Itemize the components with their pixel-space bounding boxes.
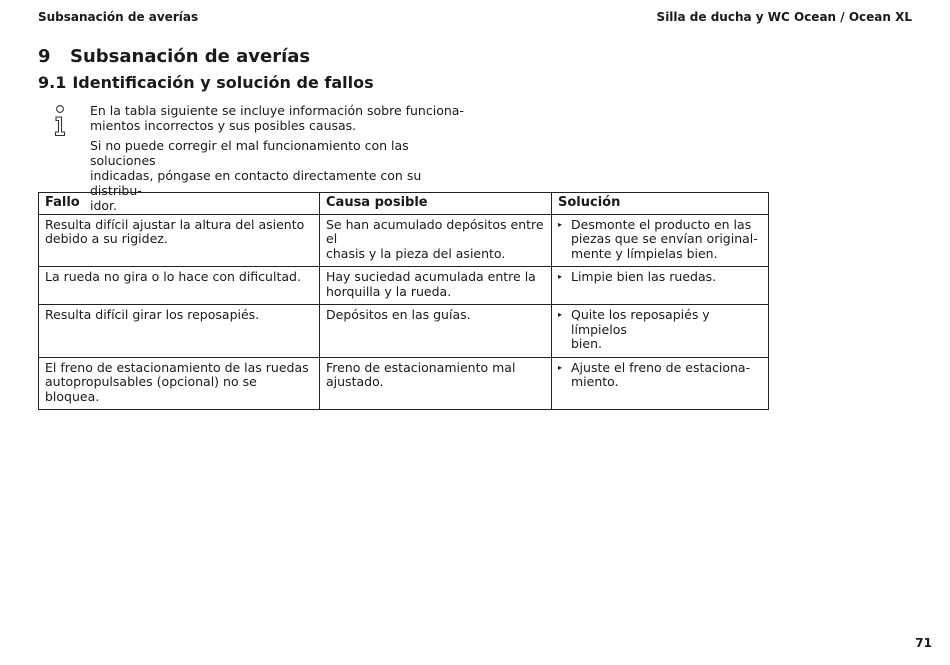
solution-item xyxy=(558,218,762,262)
table-row xyxy=(39,267,769,305)
cell-line: horquilla y la rueda. xyxy=(326,283,452,299)
header-cause: Causa posible xyxy=(320,193,552,215)
section-title: Subsanación de averías xyxy=(70,46,311,67)
cell-line: Desmonte el producto en las xyxy=(571,216,752,232)
solution-item xyxy=(558,308,762,352)
cause-cell xyxy=(320,267,552,305)
bullet-arrow-icon: ▸ xyxy=(558,362,563,372)
bullet-arrow-icon: ▸ xyxy=(558,219,563,229)
subsection-heading xyxy=(38,73,374,92)
cell-line: miento. xyxy=(571,374,619,389)
table-row xyxy=(39,357,769,410)
cell-line: Depósitos en las guías. xyxy=(326,307,471,322)
cell-line: Ajuste el freno de estaciona- xyxy=(571,359,751,375)
cell-line: Resulta difícil ajustar la altura del asiento xyxy=(45,216,305,232)
solution-cell xyxy=(552,357,769,410)
cell-line: chasis y la pieza del asiento. xyxy=(326,245,506,261)
info-icon xyxy=(50,104,70,138)
cell-line: piezas que se envían original- xyxy=(571,231,758,246)
solution-text xyxy=(571,361,750,390)
info-p2-line-3: idor. xyxy=(90,198,118,213)
cell-line: Freno de estacionamiento mal xyxy=(326,359,516,375)
cell-line: El freno de estacionamiento de las ruedas xyxy=(45,359,309,375)
cell-line: debido a su rigidez. xyxy=(45,231,168,246)
cell-line: Resulta difícil girar los reposapiés. xyxy=(45,307,260,322)
section-number: 9 xyxy=(38,46,51,67)
cell-line: Se han acumulado depósitos entre el xyxy=(326,216,544,246)
troubleshooting-table xyxy=(38,192,769,410)
cell-line: ajustado. xyxy=(326,374,384,389)
solution-text xyxy=(571,270,716,285)
header-fault: Fallo xyxy=(39,193,320,215)
running-header-right: Silla de ducha y WC Ocean / Ocean XL xyxy=(656,10,912,24)
bullet-arrow-icon: ▸ xyxy=(558,310,563,319)
info-p1-line-1: En la tabla siguiente se incluye información sobre funciona- xyxy=(90,103,464,118)
cell-line: bien. xyxy=(571,336,602,351)
fault-cell xyxy=(39,305,320,358)
table-row xyxy=(39,214,769,267)
solution-cell xyxy=(552,305,769,358)
running-header-left: Subsanación de averías xyxy=(38,10,199,24)
cell-line: mente y límpielas bien. xyxy=(571,245,718,261)
section-heading xyxy=(38,46,310,67)
fault-cell xyxy=(39,267,320,305)
solution-cell xyxy=(552,214,769,267)
solution-item xyxy=(558,270,762,285)
cell-line: Hay suciedad acumulada entre la xyxy=(326,269,536,284)
info-p2-line-2: indicadas, póngase en contacto directamente con su distribu- xyxy=(90,168,422,198)
table-row xyxy=(39,305,769,358)
cell-line: autopropulsables (opcional) no se bloquea. xyxy=(45,374,257,404)
cell-line: Limpie bien las ruedas. xyxy=(571,269,717,284)
cause-cell xyxy=(320,214,552,267)
bullet-arrow-icon: ▸ xyxy=(558,272,563,281)
cell-line: La rueda no gira o lo hace con dificultad. xyxy=(45,269,301,284)
cause-cell xyxy=(320,305,552,358)
fault-cell xyxy=(39,214,320,267)
solution-cell xyxy=(552,267,769,305)
table-header-row xyxy=(39,193,769,215)
page-number: 71 xyxy=(915,636,932,650)
info-p1-line-2: mientos incorrectos y sus posibles causas. xyxy=(90,118,357,133)
cause-cell xyxy=(320,357,552,410)
info-p2-line-1: Si no puede corregir el mal funcionamiento con las soluciones xyxy=(90,138,409,168)
cell-line: Quite los reposapiés y límpielos xyxy=(571,307,710,337)
solution-text xyxy=(571,308,762,352)
solution-text xyxy=(571,218,758,262)
header-solution: Solución xyxy=(552,193,769,215)
subsection-number: 9.1 xyxy=(38,73,67,92)
info-paragraph-1 xyxy=(90,103,470,133)
solution-item xyxy=(558,361,762,390)
subsection-title: Identificación y solución de fallos xyxy=(72,73,374,92)
fault-cell xyxy=(39,357,320,410)
